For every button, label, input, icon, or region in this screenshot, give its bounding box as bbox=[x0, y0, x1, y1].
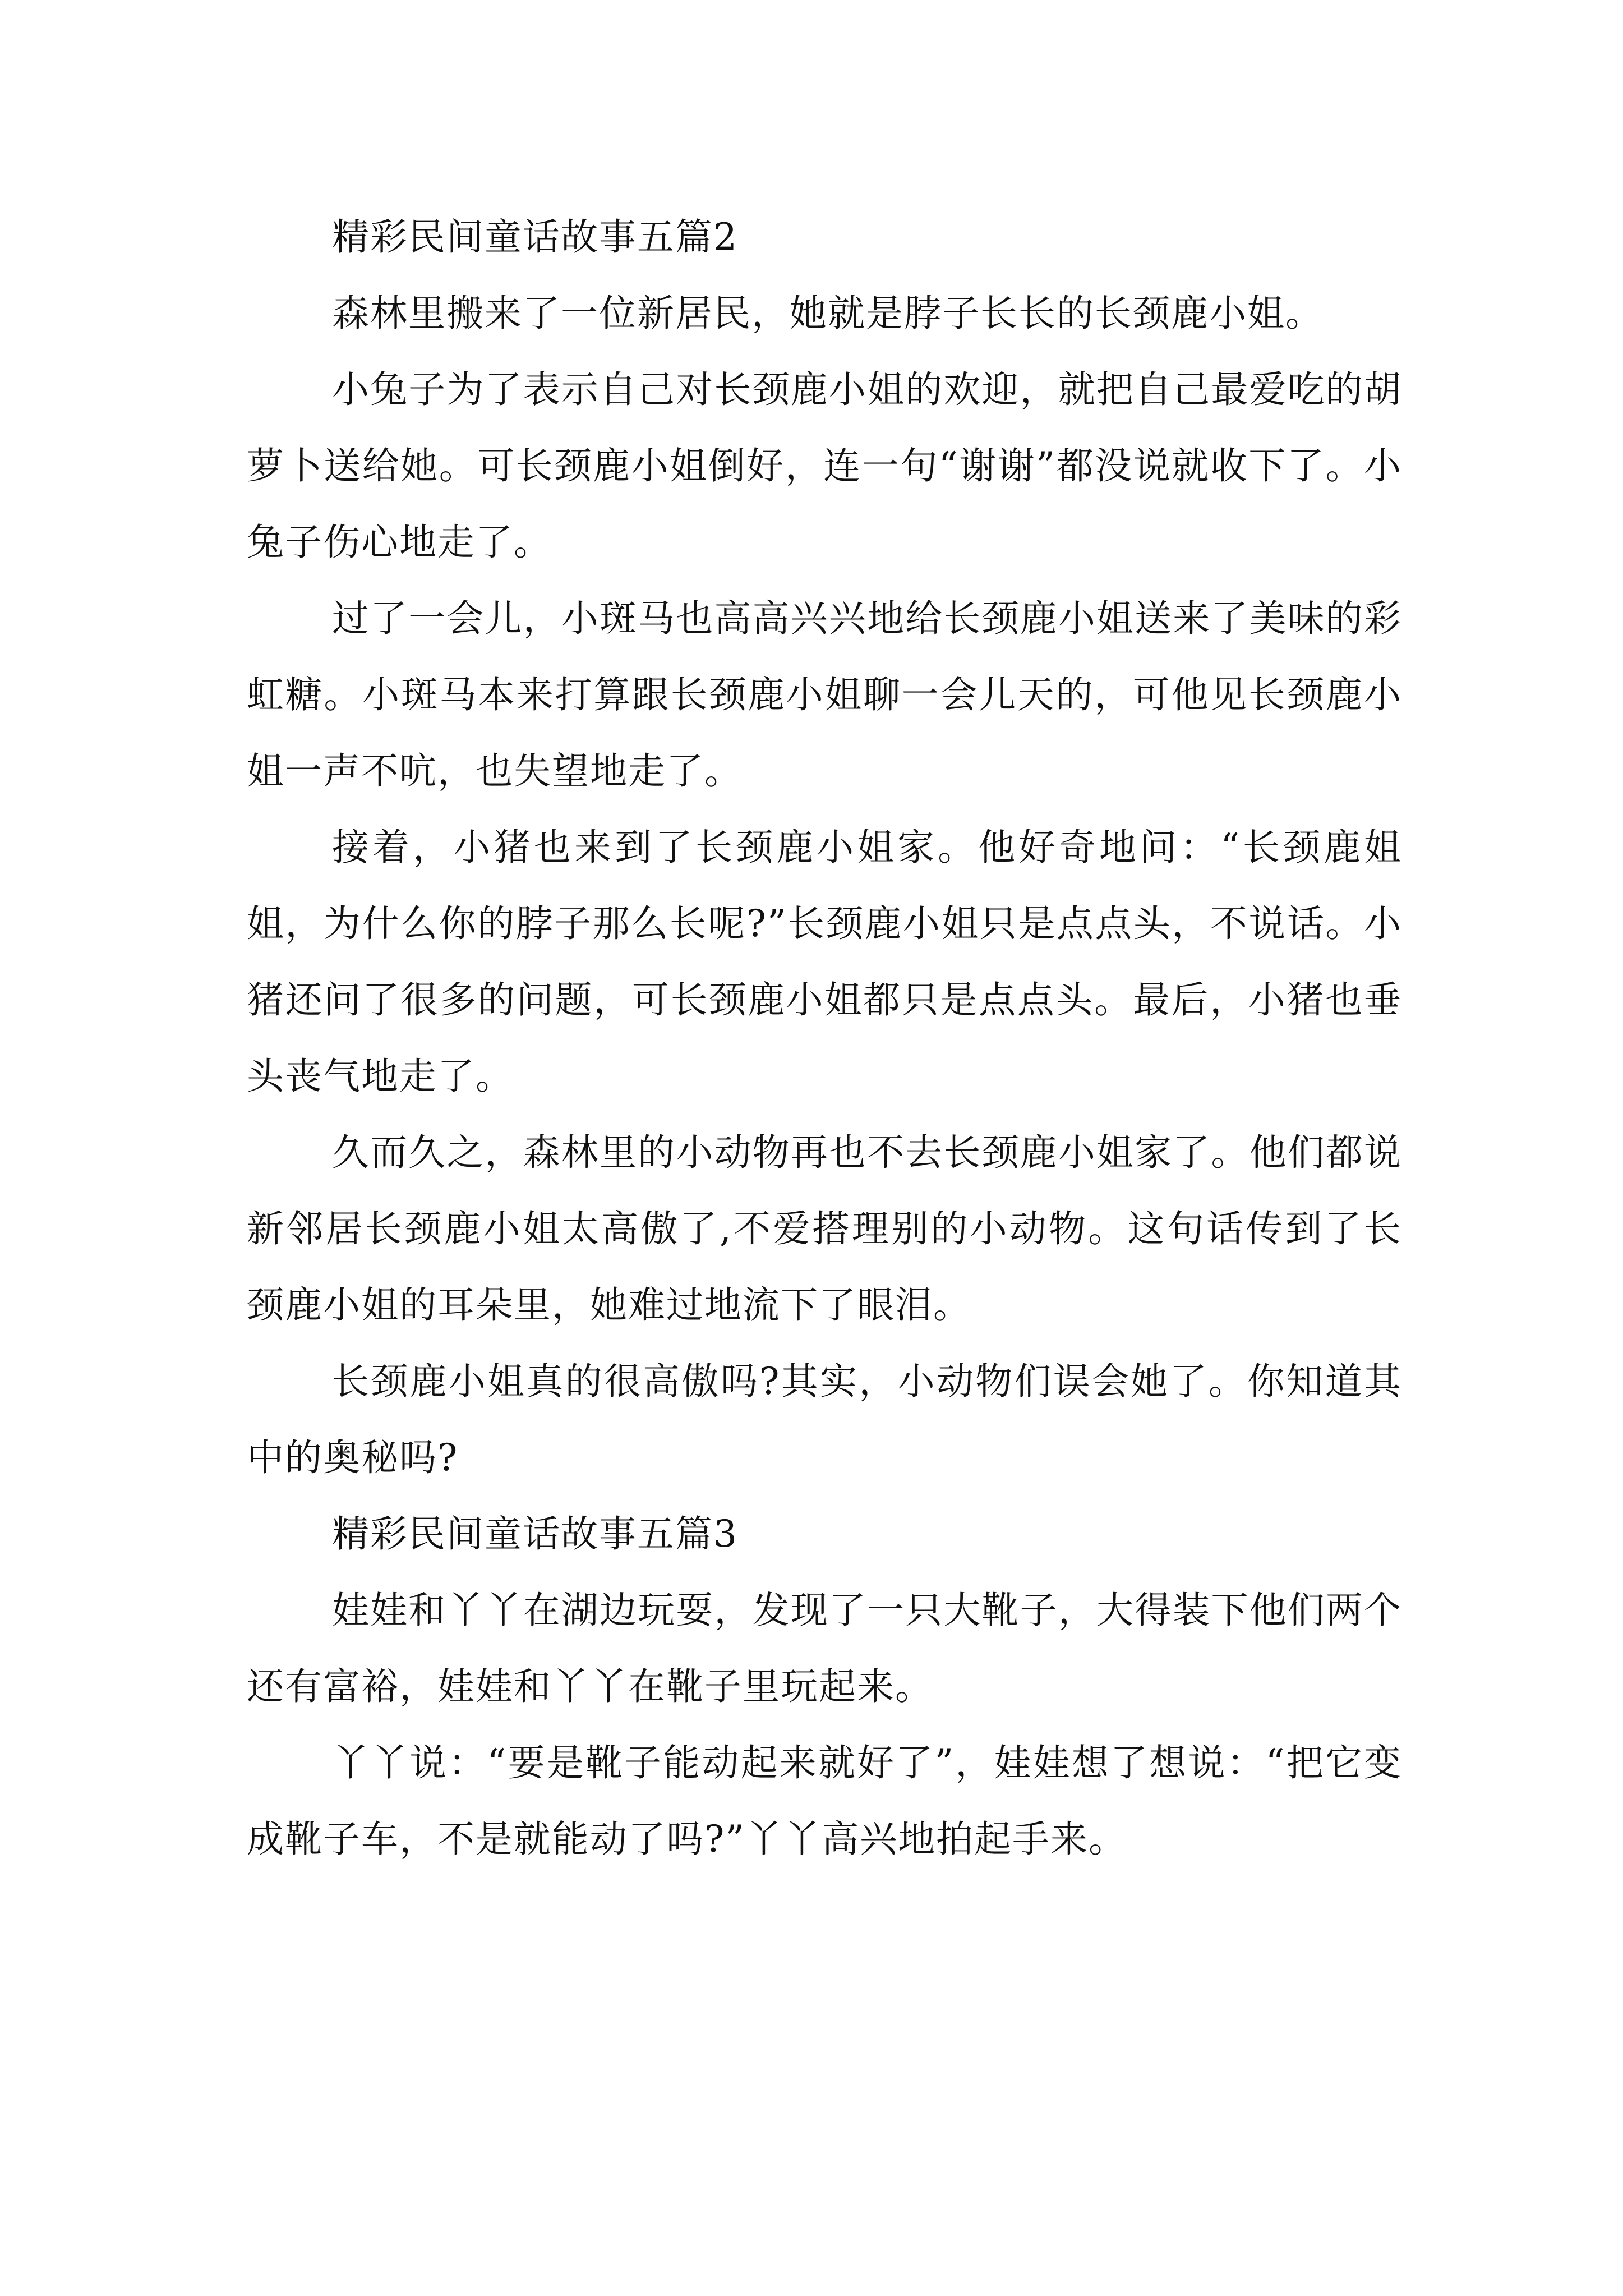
document-body bbox=[247, 199, 1402, 1878]
story2-paragraph-3: 过了一会儿，小斑马也高高兴兴地给长颈鹿小姐送来了美味的彩虹糖。小斑马本来打算跟长颈鹿小姐聊一会儿天的，可他见长颈鹿小姐一声不吭，也失望地走了。 bbox=[247, 597, 1402, 793]
story2-paragraph-6: 长颈鹿小姐真的很高傲吗?其实，小动物们误会她了。你知道其中的奥秘吗? bbox=[247, 1360, 1402, 1479]
story-heading-2: 精彩民间童话故事五篇2 bbox=[332, 215, 738, 259]
story2-paragraph-5: 久而久之，森林里的小动物再也不去长颈鹿小姐家了。他们都说新邻居长颈鹿小姐太高傲了,不爱搭理别的小动物。这句话传到了长颈鹿小姐的耳朵里，她难过地流下了眼泪。 bbox=[247, 1131, 1402, 1327]
story2-paragraph-1: 森林里搬来了一位新居民，她就是脖子长长的长颈鹿小姐。 bbox=[332, 292, 1324, 335]
story3-paragraph-2: 丫丫说：“要是靴子能动起来就好了”，娃娃想了想说：“把它变成靴子车，不是就能动了吗?”丫丫高兴地拍起手来。 bbox=[247, 1741, 1402, 1861]
story2-paragraph-4: 接着，小猪也来到了长颈鹿小姐家。他好奇地问：“长颈鹿姐姐，为什么你的脖子那么长呢?”长颈鹿小姐只是点点头，不说话。小猪还问了很多的问题，可长颈鹿小姐都只是点点头。最后，小猪也垂头丧气地走了。 bbox=[247, 826, 1402, 1098]
story-heading-3: 精彩民间童话故事五篇3 bbox=[332, 1512, 738, 1556]
story3-paragraph-1: 娃娃和丫丫在湖边玩耍，发现了一只大靴子，大得装下他们两个还有富裕，娃娃和丫丫在靴子里玩起来。 bbox=[247, 1589, 1402, 1708]
story2-paragraph-2: 小兔子为了表示自己对长颈鹿小姐的欢迎，就把自己最爱吃的胡萝卜送给她。可长颈鹿小姐倒好，连一句“谢谢”都没说就收下了。小兔子伤心地走了。 bbox=[247, 368, 1402, 564]
